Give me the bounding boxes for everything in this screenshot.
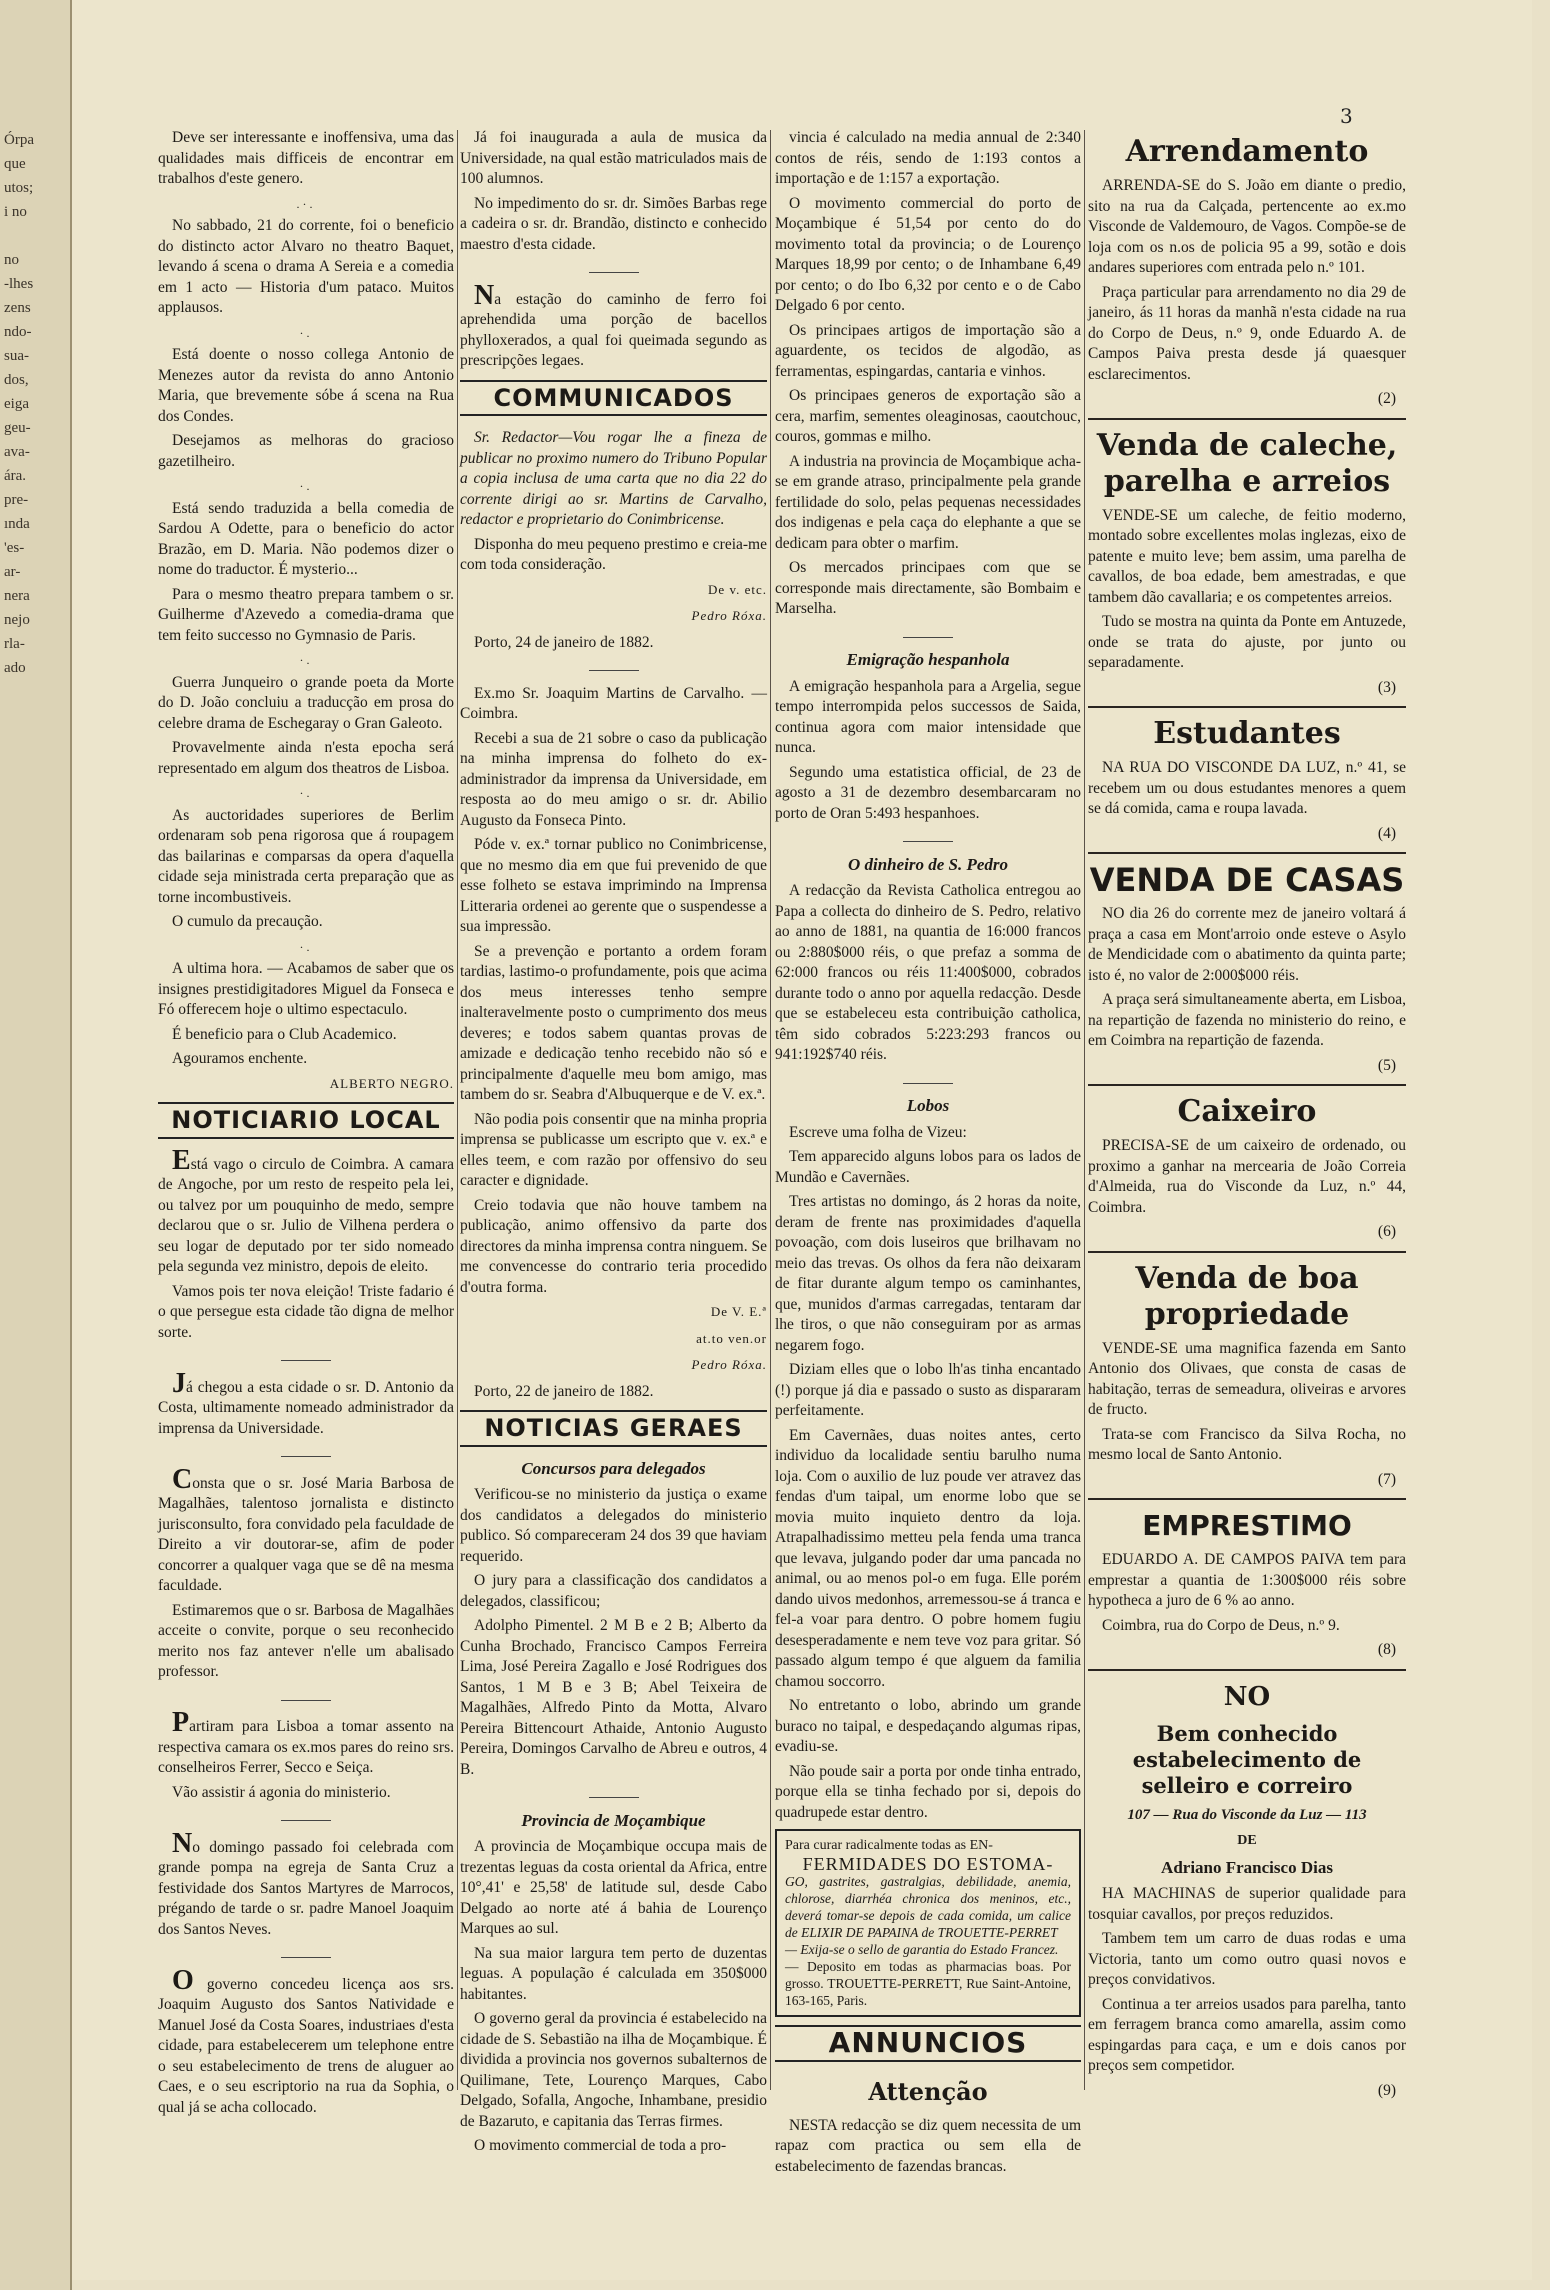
paragraph: Não podia pois consentir que na minha propria imprensa se publicasse um escripto que v. ex.ª e elles teem, e com razão por offensivo do seu caracter e dignidade. xyxy=(460,1110,767,1189)
separator xyxy=(158,1443,454,1464)
paragraph: Está sendo traduzida a bella comedia de Sardou A Odette, para o beneficio do actor Brazão, em D. Maria. Não podemos dizer o nome do traductor. É mysterio... xyxy=(158,499,454,578)
separator: ·. xyxy=(299,325,313,340)
paragraph: Segundo uma estatistica official, de 23 de agosto a 31 de dezembro desembarcaram no porto de Oran 5:493 hespanhoes. xyxy=(775,763,1081,822)
advert-line: DE xyxy=(1237,1833,1257,1848)
paragraph: Tres artistas no domingo, ás 2 horas da noite, deram de frente nas proximidades d'aquella povoação, com dois luseiros que brilhavam no meio das trevas. Os olhos da fera não deixaram de fitar durante algum tempo os caminhantes, que, munidos d'armas carregadas, tentaram dar lhe tiros, o que não conseguiram por as armas negarem fogo. xyxy=(775,1193,1081,1354)
paragraph: A industria na provincia de Moçambique acha-se em grande atraso, principalmente pela grande fertilidade do solo, pelas pequenas necessidades dos indigenas e pela caça do elephante a que se dedicam para obter o marfim. xyxy=(775,452,1081,552)
paragraph: Se a prevenção e portanto a ordem foram tardias, lastimo-o profundamente, pois que acima dos meus interesses tenho sempre inalteravelmente posto o cumprimento dos meus deveres; e todos sabem quantas provas de amizade e dedicação tenho recebido não só e principalmente d'aquelle meu bom amigo, mas tambem do sr. Seabra d'Albuquerque e de V. ex.ª. xyxy=(460,942,767,1103)
paragraph: Verificou-se no ministerio da justiça o exame dos candidatos a delegados do ministerio publico. Só compareceram 24 dos 39 que haviam requerido. xyxy=(460,1486,767,1565)
previous-page-fragments: Órpa que utos; i no no -lhes zens ndo- sua- dos, eiga geu- ava- ára. pre- ında 'es- ar- nera nejo rla- ado xyxy=(4,132,34,676)
paragraph: Ex.mo Sr. Joaquim Martins de Carvalho. —Coimbra. xyxy=(460,684,767,722)
paragraph: Continua a ter arreios usados para parelha, tanto em ferragem branca como amarella, assim como espingardas para caça, e um e dois canos por preços sem competidor. xyxy=(1088,1995,1406,2074)
paragraph: Tudo se mostra na quinta da Ponte em Antuzede, onde se trata do ajuste, por junto ou separadamente. xyxy=(1088,613,1406,671)
section-heading: ANNUNCIOS xyxy=(775,2025,1081,2062)
paragraph: NO dia 26 do corrente mez de janeiro voltará á praça a casa em Mont'arroio onde esteve o Asylo de Mendicidade com o abatimento da quinta parte; isto é, no valor de 2:000$000 réis. xyxy=(1088,905,1406,984)
advert-title: Arrendamento xyxy=(1125,134,1369,169)
separator xyxy=(158,1807,454,1828)
signature: ALBERTO NEGRO. xyxy=(329,1075,454,1091)
paragraph: Em Cavernães, duas noites antes, certo individuo da localidade sentiu barulho numa loja. Com o auxilio de luz poude ver atravez das fendas d'um taipal, um enorme lobo que se movia muito inquieto dentro da loja. Atrapalhadissimo metteu pela fenda uma tranca que levava, julgando poder dar uma pancada no animal, ou ao menos pol-o em fuga. Elle porém dando uivos medonhos, arremessou-se á tranca e fel-a voar para dentro. O pobre homem fugiu desesperadamente e nem teve voz para gritar. Só passado algum tempo é que alguem da familia chamou soccorro. xyxy=(775,1426,1081,1690)
paragraph: Praça particular para arrendamento no dia 29 de janeiro, ás 11 horas da manhã n'esta cidade na rua do Corpo de Deus, n.º 9, onde Eduardo A. de Campos Paiva presta desde já quaesquer esclarecimentos. xyxy=(1088,283,1406,383)
separator xyxy=(775,828,1081,849)
paragraph: Tambem tem um carro de duas rodas e uma Victoria, tanto um como outro quasi novos e preços convidativos. xyxy=(1088,1930,1406,1988)
separator xyxy=(1088,418,1406,420)
advert-number: (2) xyxy=(1377,390,1396,407)
paragraph: Póde v. ex.ª tornar publico no Conimbricense, que no mesmo dia em que fui prevenido de que esse folheto se estava imprimindo na Imprensa Litteraria ordenei ao gerente que o suspendesse a sua impressão. xyxy=(460,836,767,935)
separator xyxy=(460,657,767,678)
separator xyxy=(1088,1084,1406,1086)
signature-line: De v. etc. xyxy=(708,581,767,597)
paragraph: Já foi inaugurada a aula de musica da Universidade, na qual estão matriculados mais de 100 alumnos. xyxy=(460,129,767,187)
paragraph: EDUARDO A. DE CAMPOS PAIVA tem para emprestar a quantia de 1:300$000 réis sobre hypotheca a juro de 6 % ao anno. xyxy=(1088,1551,1406,1609)
paragraph: VENDE-SE um caleche, de feitio moderno, montado sobre excellentes molas inglezas, eixo de patente e muito leve; bem assim, uma parelha de cavallos, de boa edade, bem amestradas, e que tambem dão cavallaria; e os competentes arreios. xyxy=(1088,506,1406,606)
page-number: 3 xyxy=(1340,104,1353,128)
paragraph: A emigração hespanhola para a Argelia, segue tempo interrompida pelos successos de Saida, continua agora com maior intensidade que nunca. xyxy=(775,677,1081,756)
paragraph: Na estação do caminho de ferro foi aprehendida uma porção de bacellos phylloxerados, a qual foi queimada segundo as prescripções legaes. xyxy=(460,279,767,369)
advert-number: (7) xyxy=(1377,1470,1396,1488)
paragraph: Estimaremos que o sr. Barbosa de Magalhães acceite o convite, porque o seu reconhecido merito nos faz antever n'elle um abalisado professor. xyxy=(158,1601,454,1680)
advert-name: Adriano Francisco Dias xyxy=(1161,1857,1333,1877)
paragraph: Está doente o nosso collega Antonio de Menezes autor da revista do anno Antonio Maria, que brevemente sóbe á scena na Rua dos Condes. xyxy=(158,346,454,425)
paragraph: No sabbado, 21 do corrente, foi o beneficio do distincto actor Alvaro no theatro Baquet, levando á scena o drama A Sereia e a comedia em 1 acto — Historia d'um pataco. Muitos applausos. xyxy=(158,217,454,316)
paragraph: Disponha do meu pequeno prestimo e creia-me com toda consideração. xyxy=(460,535,767,573)
paragraph: Escreve uma folha de Vizeu: xyxy=(789,1123,967,1141)
article-heading: Emigração hespanhola xyxy=(846,650,1010,669)
elixir-advert-box xyxy=(775,1829,1081,2017)
paragraph: vincia é calculado na media annual de 2:340 contos de réis, sendo de 1:193 contos a importação e de 1:157 a exportação. xyxy=(775,129,1081,187)
paragraph: Tem apparecido alguns lobos para os lados de Mundão e Cavernães. xyxy=(775,1148,1081,1186)
paragraph: O movimento commercial de toda a pro- xyxy=(474,2137,727,2154)
advert-line: Para curar radicalmente todas as EN- xyxy=(785,1838,993,1853)
article-heading: O dinheiro de S. Pedro xyxy=(847,854,1009,874)
paragraph: Vamos pois ter nova eleição! Triste fadario é o que persegue esta cidade tão digna de melhor sorte. xyxy=(158,1282,454,1341)
paragraph: É beneficio para o Club Academico. xyxy=(172,1025,397,1043)
column-rule xyxy=(770,130,771,2090)
paragraph: Guerra Junqueiro o grande poeta da Morte do D. João concluiu a traducção em prosa do celebre drama de Eschegaray o Gran Galeoto. xyxy=(158,673,454,732)
separator: ·. xyxy=(299,653,313,667)
paragraph: Os principaes artigos de importação são a aguardente, os tecidos de algodão, as ferramentas, espingardas, cantaria e vinhos. xyxy=(775,321,1081,380)
paragraph: Adolpho Pimentel. 2 M B e 2 B; Alberto da Cunha Brochado, Francisco Campos Ferreira Lima, José Pereira Zagallo e José Rodrigues dos Santos, 1 M B e 3 B; Abel Teixeira de Magalhães, Alfredo Pinto da Motta, Alvaro Pereira Bittencourt Athaide, Antonio Augusto Pereira, Domingos Carvalho de Abreu e outros, 4 B. xyxy=(460,1617,767,1778)
advert-number: (3) xyxy=(1377,678,1396,696)
separator xyxy=(1088,1498,1406,1500)
paragraph: NA RUA DO VISCONDE DA LUZ, n.º 41, se recebem um ou dous estudantes menores a quem se dá comida, cama e roupa lavada. xyxy=(1088,759,1406,817)
paragraph: Desejamos as melhoras do gracioso gazetilheiro. xyxy=(158,432,454,470)
column-4 xyxy=(1088,128,1406,2098)
paragraph: A redacção da Revista Catholica entregou ao Papa a collecta do dinheiro de S. Pedro, relativo ao anno de 1881, na quantia de 16:000 francos ou 2:880$000 réis, o que prefaz a somma de 62:000 francos ou réis 11:400$000, cobrados durante todo o anno por aquella redacção. Desde que se estabeleceu esta contribuição catholica, têm sido cobrados 5:223:293 francos ou 941:192$740 réis. xyxy=(775,882,1081,1063)
advert-title: Attenção xyxy=(868,2076,988,2106)
paragraph: Sr. Redactor—Vou rogar lhe a fineza de publicar no proximo numero do Tribuno Popular a copia inclusa de uma carta que no dia 22 do corrente dirigi ao sr. Martins de Carvalho, redactor e proprietario do Conimbricense. xyxy=(460,429,767,528)
paragraph: VENDE-SE uma magnifica fazenda em Santo Antonio dos Olivaes, que consta de casas de habitação, terras de semeadura, oliveiras e arvores de fructo. xyxy=(1088,1339,1406,1418)
paragraph: O jury para a classificação dos candidatos a delegados, classificou; xyxy=(460,1572,767,1610)
advert-number: (4) xyxy=(1377,824,1396,842)
column-3 xyxy=(775,128,1081,2175)
advert-subtitle: Bem conhecido estabelecimento de selleiro e correiro xyxy=(1132,1720,1362,1798)
paragraph: Consta que o sr. José Maria Barbosa de Magalhães, talentoso jornalista e distincto jurisconsulto, fora convidado pela faculdade de Direito a vir doutorar-se, afim de poder concorrer a qualquer vaga que se dê na mesma faculdade. xyxy=(158,1463,454,1594)
paragraph: No domingo passado foi celebrada com grande pompa na egreja de Santa Cruz a festividade dos Santos Martyres de Marrocos, prégando de tarde o sr. padre Manoel Joaquim dos Santos Neves. xyxy=(158,1827,454,1938)
separator xyxy=(460,259,767,280)
paragraph: Agouramos enchente. xyxy=(172,1050,308,1067)
separator xyxy=(775,1070,1081,1091)
advert-line: — Exija-se o sello de garantia do Estado Francez. xyxy=(785,1942,1059,1957)
separator xyxy=(460,1784,767,1805)
advert-address: 107 — Rua do Visconde da Luz — 113 xyxy=(1127,1806,1367,1823)
paragraph: No impedimento do sr. dr. Simões Barbas rege a cadeira o sr. dr. Brandão, distincto e conhecido maestro d'esta cidade. xyxy=(460,194,767,253)
column-1 xyxy=(158,128,454,2116)
separator: .·. xyxy=(296,196,316,211)
advert-title: Estudantes xyxy=(1153,716,1341,751)
paragraph: O movimento commercial do porto de Moçambique é 51,54 por cento do do movimento total da provincia; o de Lourenço Marques 18,99 por cento; o de Inhambane 6,49 por cento; o do Ibo 6,32 por cento e o de Cabo Delgado 6 por cento. xyxy=(775,194,1081,314)
separator xyxy=(158,1347,454,1368)
advert-title: EMPRESTIMO xyxy=(1142,1509,1352,1542)
column-2 xyxy=(460,128,767,2154)
paragraph: A provincia de Moçambique occupa mais de trezentas leguas da costa oriental da Africa, entre 10°,41' e 25,58' de latitude sul, desde Cabo Delgado ao norte até á bahia de Lourenço Marques ao sul. xyxy=(460,1838,767,1937)
paragraph: Partiram para Lisboa a tomar assento na respectiva camara os ex.mos pares do reino srs. conselheiros Ferrer, Secco e Seiça. xyxy=(158,1707,454,1776)
paragraph: Não poude sair a porta por onde tinha entrado, porque ella se tinha fechado por si, depois do quadrupede estar dentro. xyxy=(775,1762,1081,1821)
advert-title: Venda de boa propriedade xyxy=(1135,1260,1359,1332)
paragraph: Provavelmente ainda n'esta epocha será representado em algum dos theatros de Lisboa. xyxy=(158,739,454,777)
separator xyxy=(1088,1669,1406,1671)
column-rule xyxy=(457,130,458,2090)
dateline: Porto, 24 de janeiro de 1882. xyxy=(474,633,654,651)
article-heading: Concursos para delegados xyxy=(521,1458,706,1478)
paragraph: Os mercados principaes com que se corresponde mais directamente, são Bombaim e Marselha. xyxy=(775,559,1081,617)
paragraph: PRECISA-SE de um caixeiro de ordenado, ou proximo a ganhar na mercearia de João Correia d'Almeida, rua do Visconde da Luz, n.º 44, Coimbra. xyxy=(1088,1137,1406,1216)
advert-number: (5) xyxy=(1377,1056,1396,1074)
signature: Pedro Róxa. xyxy=(691,608,767,623)
advert-line: — Deposito em todas as pharmacias boas. Por grosso. TROUETTE-PERRETT, Rue Saint-Antoine, 163-165, Paris. xyxy=(785,1959,1071,2008)
separator xyxy=(1088,1251,1406,1253)
paragraph: O governo geral da provincia é estabelecido na cidade de S. Sebastião na ilha de Moçambique. É dividida a provincia nos governos subalternos de Quilimane, Tete, Lourenço Marques, Cabo Delgado, Sofalla, Angoche, Inhambane, presidio de Bazaruto, e capitania das Terras firmes. xyxy=(460,2010,767,2130)
advert-line: GO, gastrites, gastralgias, debilidade, anemia, chlorose, diarrhéa chronica dos meninos, etc., deverá tomar-se depois de cada comida, um calice de ELIXIR DE PAPAINA de TROUETTE-PERRET xyxy=(785,1874,1071,1940)
paragraph: O cumulo da precaução. xyxy=(172,913,323,930)
previous-page-edge xyxy=(0,0,72,2290)
signature-line: De V. E.ª xyxy=(710,1304,767,1319)
paragraph: NESTA redacção se diz quem necessita de um rapaz com practica ou sem ella de estabelecimento de fazendas brancas. xyxy=(775,2116,1081,2175)
paragraph: Trata-se com Francisco da Silva Rocha, no mesmo local de Santo Antonio. xyxy=(1088,1425,1406,1463)
separator xyxy=(775,624,1081,645)
separator xyxy=(1088,852,1406,854)
article-heading: Lobos xyxy=(906,1096,950,1115)
paragraph: O governo concedeu licença aos srs. Joaquim Augusto dos Santos Natividade e Manuel José da Costa Soares, industriaes d'esta cidade, para estabelecerem um telephone entre o seu estabelecimento de trens de aluguer ao Caes, e o seu escriptorio na rua da Sophia, o qual já se acha collocado. xyxy=(158,1964,454,2116)
paragraph: HA MACHINAS de superior qualidade para tosquiar cavallos, por preços reduzidos. xyxy=(1088,1885,1406,1923)
paragraph: No entretanto o lobo, abrindo um grande buraco no taipal, e despedaçando algumas ripas, evadiu-se. xyxy=(775,1697,1081,1755)
advert-headline: FERMIDADES DO ESTOMA- xyxy=(802,1854,1054,1874)
article-heading: Provincia de Moçambique xyxy=(521,1810,706,1830)
advert-number: (6) xyxy=(1377,1223,1396,1240)
paragraph: Já chegou a esta cidade o sr. D. Antonio da Costa, ultimamente nomeado administrador da imprensa da Universidade. xyxy=(158,1367,454,1437)
advert-title: VENDA DE CASAS xyxy=(1089,861,1405,899)
column-rule xyxy=(1084,130,1085,2090)
paragraph: Diziam elles que o lobo lh'as tinha encantado (!) porque já dia e passado o susto as dispararam perfeitamente. xyxy=(775,1361,1081,1419)
separator xyxy=(1088,706,1406,708)
separator: ·. xyxy=(299,786,313,800)
paragraph: Está vago o circulo de Coimbra. A camara de Angoche, por um resto de respeito pela lei, ou talvez por um pouquinho de medo, sempre declarou que o sr. Julio de Vilhena perdera o seu logar de deputado por ter sido nomeado pela segunda vez ministro, depois de eleito. xyxy=(158,1144,454,1275)
advert-number: (8) xyxy=(1377,1641,1396,1658)
separator: ·. xyxy=(299,479,313,493)
advert-title: NO xyxy=(1223,1681,1271,1712)
paragraph: As auctoridades superiores de Berlim ordenaram sob pena rigorosa que á roupagem das bailarinas e comparsas da opera d'aquella cidade seja ministrada certa preparação que as torne incombustiveis. xyxy=(158,806,454,906)
paragraph: Os principaes generos de exportação são a cera, marfim, sementes oleaginosas, caoutchouc, couros, gommas e milho. xyxy=(775,387,1081,445)
dateline: Porto, 22 de janeiro de 1882. xyxy=(474,1382,654,1400)
paragraph: Vão assistir á agonia do ministerio. xyxy=(172,1783,391,1801)
separator xyxy=(158,1944,454,1965)
signature: Pedro Róxa. xyxy=(691,1357,767,1372)
paragraph: Coimbra, rua do Corpo de Deus, n.º 9. xyxy=(1102,1616,1340,1634)
paragraph: Deve ser interessante e inoffensiva, uma das qualidades mais difficeis de encontrar em trabalhos d'este genero. xyxy=(158,129,454,187)
paragraph: A ultima hora. — Acabamos de saber que os insignes prestidigitadores Miguel da Fonseca e Fó offerecem hoje o ultimo espectaculo. xyxy=(158,960,454,1018)
advert-title: Venda de caleche, parelha e arreios xyxy=(1096,427,1398,499)
paragraph: Recebi a sua de 21 sobre o caso da publicação na minha imprensa do folheto do ex-administrador da imprensa da Universidade, em resposta ao do meu amigo o sr. dr. Abilio Augusto da Fonseca Pinto. xyxy=(460,729,767,829)
separator xyxy=(158,1687,454,1708)
signature-line: at.to ven.or xyxy=(696,1330,767,1346)
paragraph: Para o mesmo theatro prepara tambem o sr. Guilherme d'Azevedo a comedia-drama que tem feito successo no Gymnasio de Paris. xyxy=(158,585,454,644)
separator: ·. xyxy=(299,939,313,954)
paragraph: Creio todavia que não houve tambem na publicação, animo offensivo da parte dos directores da minha imprensa contra ninguem. Se me convencesse do contrario teria procedido d'outra forma. xyxy=(460,1196,767,1296)
paragraph: A praça será simultaneamente aberta, em Lisboa, na repartição de fazenda no ministerio do reino, e em Coimbra na repartição de fazenda. xyxy=(1088,991,1406,1049)
advert-title: Caixeiro xyxy=(1177,1094,1317,1129)
section-heading: NOTICIAS GERAES xyxy=(460,1410,767,1447)
section-heading: NOTICIARIO LOCAL xyxy=(158,1102,454,1139)
paragraph: Na sua maior largura tem perto de duzentas leguas. A população é calculada em 350$000 habitantes. xyxy=(460,1944,767,2003)
paragraph: ARRENDA-SE do S. João em diante o predio, sito na rua da Calçada, pertencente ao ex.mo Visconde de Valdemouro, de Vagos. Compõe-se de loja com os n.os de policia 95 a 99, sotão e dois andares superiores com entrada pelo n.º 101. xyxy=(1088,177,1406,276)
advert-number: (9) xyxy=(1377,2081,1396,2099)
section-heading: COMMUNICADOS xyxy=(460,380,767,417)
